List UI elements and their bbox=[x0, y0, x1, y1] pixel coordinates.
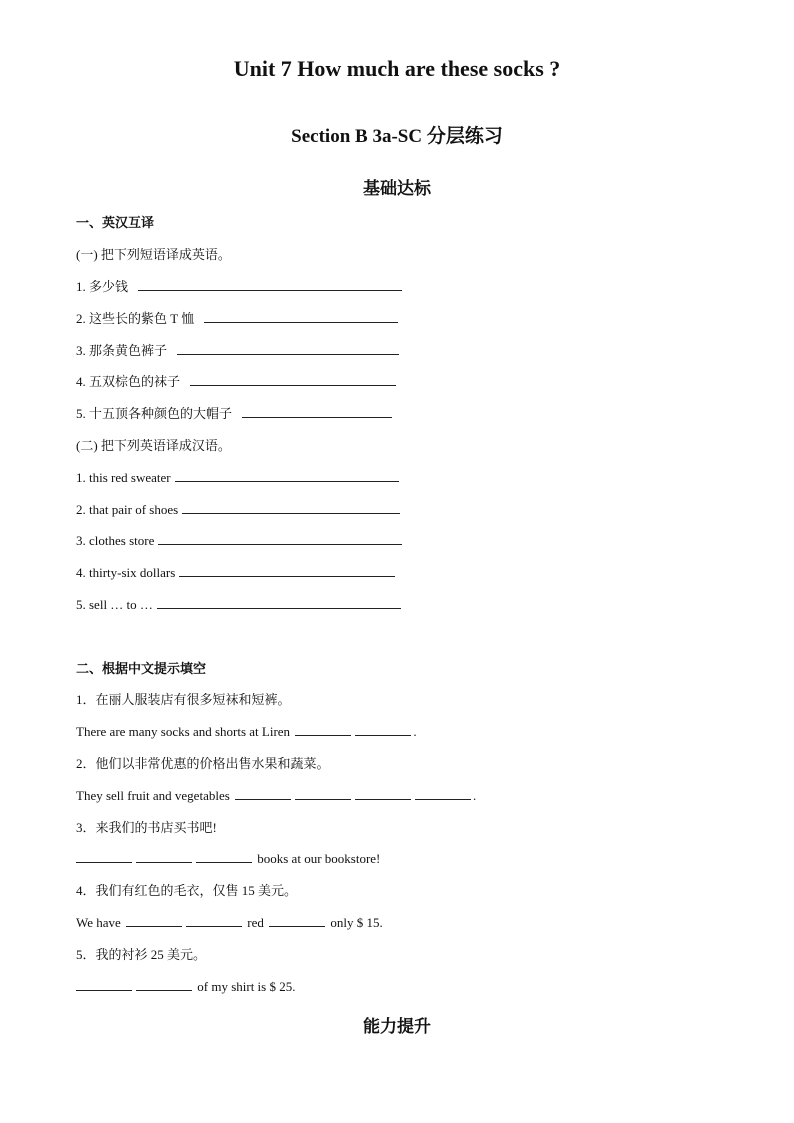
q4-chinese: 4．我们有红色的毛衣，仅售 15 美元。 bbox=[76, 883, 298, 898]
q1-chinese: 1．在丽人服装店有很多短袜和短裤。 bbox=[76, 692, 291, 707]
page-title: Unit 7 How much are these socks ? bbox=[233, 56, 561, 81]
level-heading-advanced: 能力提升 bbox=[363, 1017, 431, 1036]
en-item-4: 4. thirty-six dollars bbox=[76, 564, 395, 582]
answer-blank[interactable] bbox=[295, 723, 351, 736]
answer-blank[interactable] bbox=[136, 850, 192, 863]
q2-english: They sell fruit and vegetables . bbox=[76, 788, 477, 803]
answer-blank[interactable] bbox=[136, 978, 192, 991]
answer-blank[interactable] bbox=[355, 787, 411, 800]
answer-blank[interactable] bbox=[242, 405, 392, 418]
answer-blank[interactable] bbox=[269, 914, 325, 927]
cn-item-5: 5. 十五顶各种颜色的大帽子 bbox=[76, 405, 392, 423]
cn-item-2: 2. 这些长的紫色 T 恤 bbox=[76, 310, 398, 328]
q3-english: books at our bookstore! bbox=[76, 850, 380, 868]
q1-english: There are many socks and shorts at Liren . bbox=[76, 724, 417, 739]
part2-heading: 二、根据中文提示填空 bbox=[76, 661, 207, 676]
answer-blank[interactable] bbox=[235, 787, 291, 800]
answer-blank[interactable] bbox=[76, 850, 132, 863]
part1-sub2: (二) 把下列英语译成汉语。 bbox=[76, 438, 231, 453]
answer-blank[interactable] bbox=[138, 278, 402, 291]
answer-blank[interactable] bbox=[76, 978, 132, 991]
answer-blank[interactable] bbox=[190, 373, 396, 386]
answer-blank[interactable] bbox=[415, 787, 471, 800]
answer-blank[interactable] bbox=[126, 914, 182, 927]
answer-blank[interactable] bbox=[196, 850, 252, 863]
en-item-1: 1. this red sweater bbox=[76, 469, 399, 487]
part1-heading: 一、英汉互译 bbox=[76, 215, 155, 230]
answer-blank[interactable] bbox=[182, 501, 400, 514]
answer-blank[interactable] bbox=[157, 596, 401, 609]
section-subtitle: Section B 3a-SC 分层练习 bbox=[291, 126, 503, 147]
cn-item-4: 4. 五双棕色的袜子 bbox=[76, 373, 396, 391]
answer-blank[interactable] bbox=[179, 564, 395, 577]
level-heading-basic: 基础达标 bbox=[363, 179, 431, 198]
q4-english: We have red only $ 15. bbox=[76, 915, 383, 930]
answer-blank[interactable] bbox=[295, 787, 351, 800]
answer-blank[interactable] bbox=[177, 342, 399, 355]
q2-chinese: 2．他们以非常优惠的价格出售水果和蔬菜。 bbox=[76, 756, 330, 771]
q3-chinese: 3．来我们的书店买书吧! bbox=[76, 820, 217, 835]
q5-chinese: 5．我的衬衫 25 美元。 bbox=[76, 947, 207, 962]
en-item-3: 3. clothes store bbox=[76, 532, 402, 550]
cn-item-3: 3. 那条黄色裤子 bbox=[76, 342, 399, 360]
part1-sub1: (一) 把下列短语译成英语。 bbox=[76, 247, 231, 262]
answer-blank[interactable] bbox=[158, 532, 402, 545]
q5-english: of my shirt is $ 25. bbox=[76, 978, 295, 996]
answer-blank[interactable] bbox=[355, 723, 411, 736]
answer-blank[interactable] bbox=[175, 469, 399, 482]
answer-blank[interactable] bbox=[186, 914, 242, 927]
en-item-2: 2. that pair of shoes bbox=[76, 501, 400, 519]
answer-blank[interactable] bbox=[204, 310, 398, 323]
cn-item-1: 1. 多少钱 bbox=[76, 278, 402, 296]
en-item-5: 5. sell … to … bbox=[76, 596, 401, 614]
